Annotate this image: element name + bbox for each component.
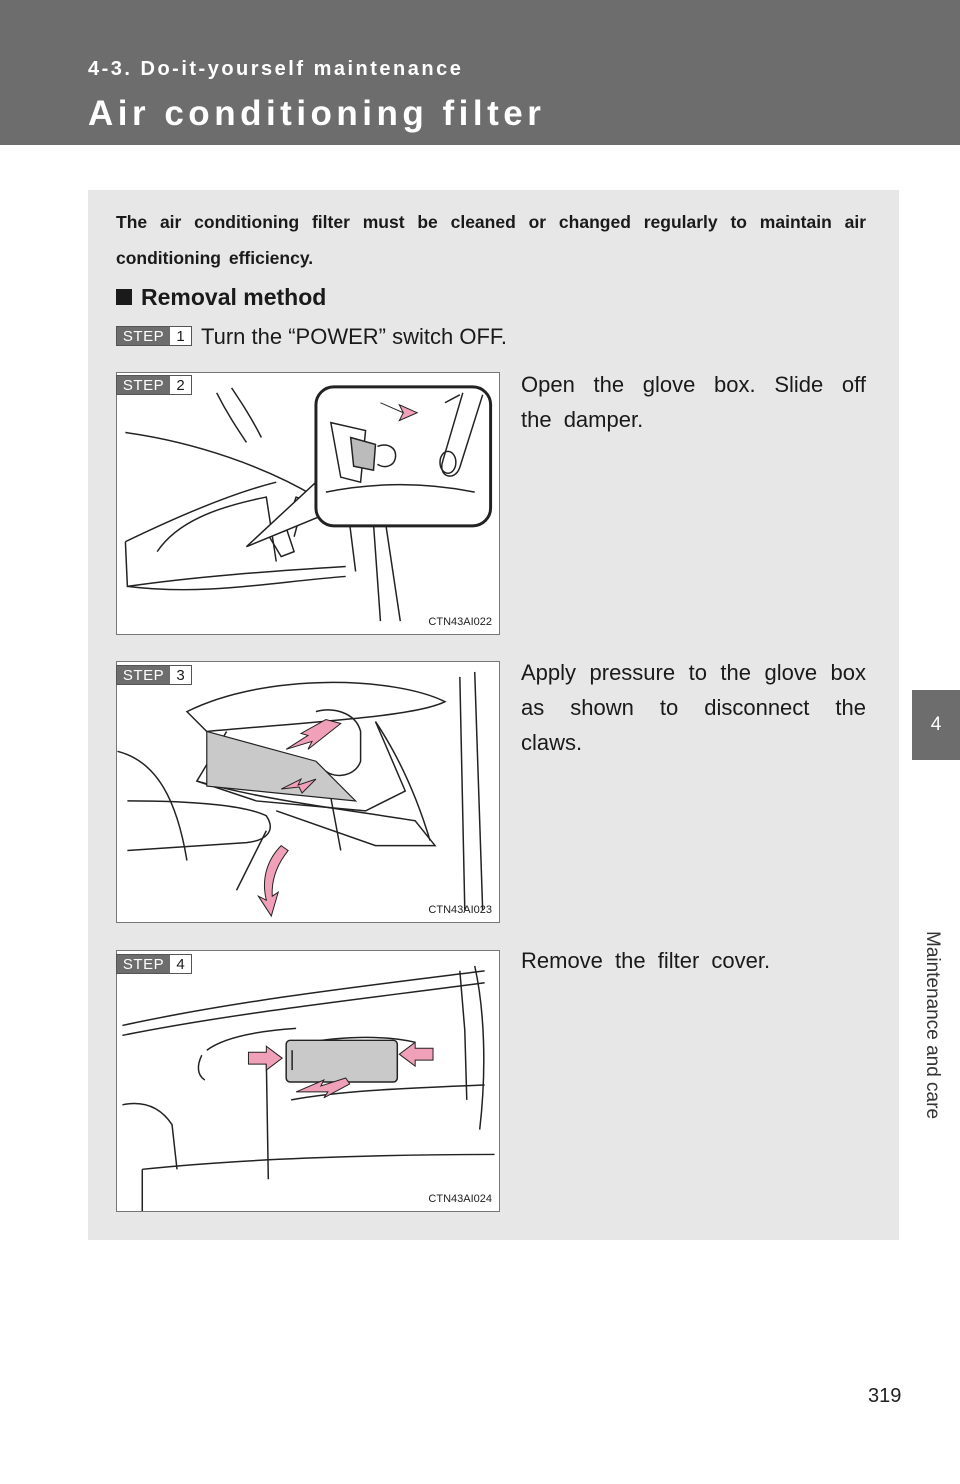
step-number: 3 <box>176 666 185 684</box>
subheading-text: Removal method <box>141 284 327 310</box>
page-header <box>0 0 960 145</box>
step-1-text: Turn the “POWER” switch OFF. <box>201 324 508 349</box>
figure-code: CTN43AI024 <box>428 1193 492 1205</box>
step-badge-2 <box>116 375 192 395</box>
subheading <box>116 284 326 311</box>
figure-code: CTN43AI022 <box>428 616 492 628</box>
step-badge-3 <box>116 665 192 685</box>
step-4-illustration <box>116 950 500 1212</box>
glove-box-damper-drawing <box>117 373 499 634</box>
step-3-text: Apply pressure to the glove box as shown to disconnect the claws. <box>521 660 866 755</box>
step-2-text: Open the glove box. Slide off the damper. <box>521 372 866 432</box>
step-word: STEP <box>117 666 170 684</box>
chapter-label: Maintenance and care <box>922 930 943 1120</box>
step-word: STEP <box>117 376 170 394</box>
step-badge-1 <box>116 326 192 346</box>
filter-cover-drawing <box>117 951 499 1211</box>
page-title: Air conditioning filter <box>88 94 546 133</box>
step-word: STEP <box>117 327 170 345</box>
step-badge-4 <box>116 954 192 974</box>
section-heading: 4-3. Do-it-yourself maintenance <box>88 58 464 80</box>
step-3-illustration <box>116 661 500 923</box>
page-number: 319 <box>868 1385 902 1407</box>
figure-code: CTN43AI023 <box>428 904 492 916</box>
step-2-illustration <box>116 372 500 635</box>
step-number: 1 <box>176 327 185 345</box>
chapter-tab[interactable]: 4 <box>912 690 960 760</box>
square-bullet-icon <box>116 289 132 305</box>
step-number: 4 <box>176 955 185 973</box>
step-word: STEP <box>117 955 170 973</box>
step-number: 2 <box>176 376 185 394</box>
step-4-text: Remove the filter cover. <box>521 948 771 973</box>
glove-box-claws-drawing <box>117 662 499 922</box>
intro-text: The air conditioning filter must be cleaned or changed regularly to maintain air conditioning efficiency. <box>116 212 866 268</box>
